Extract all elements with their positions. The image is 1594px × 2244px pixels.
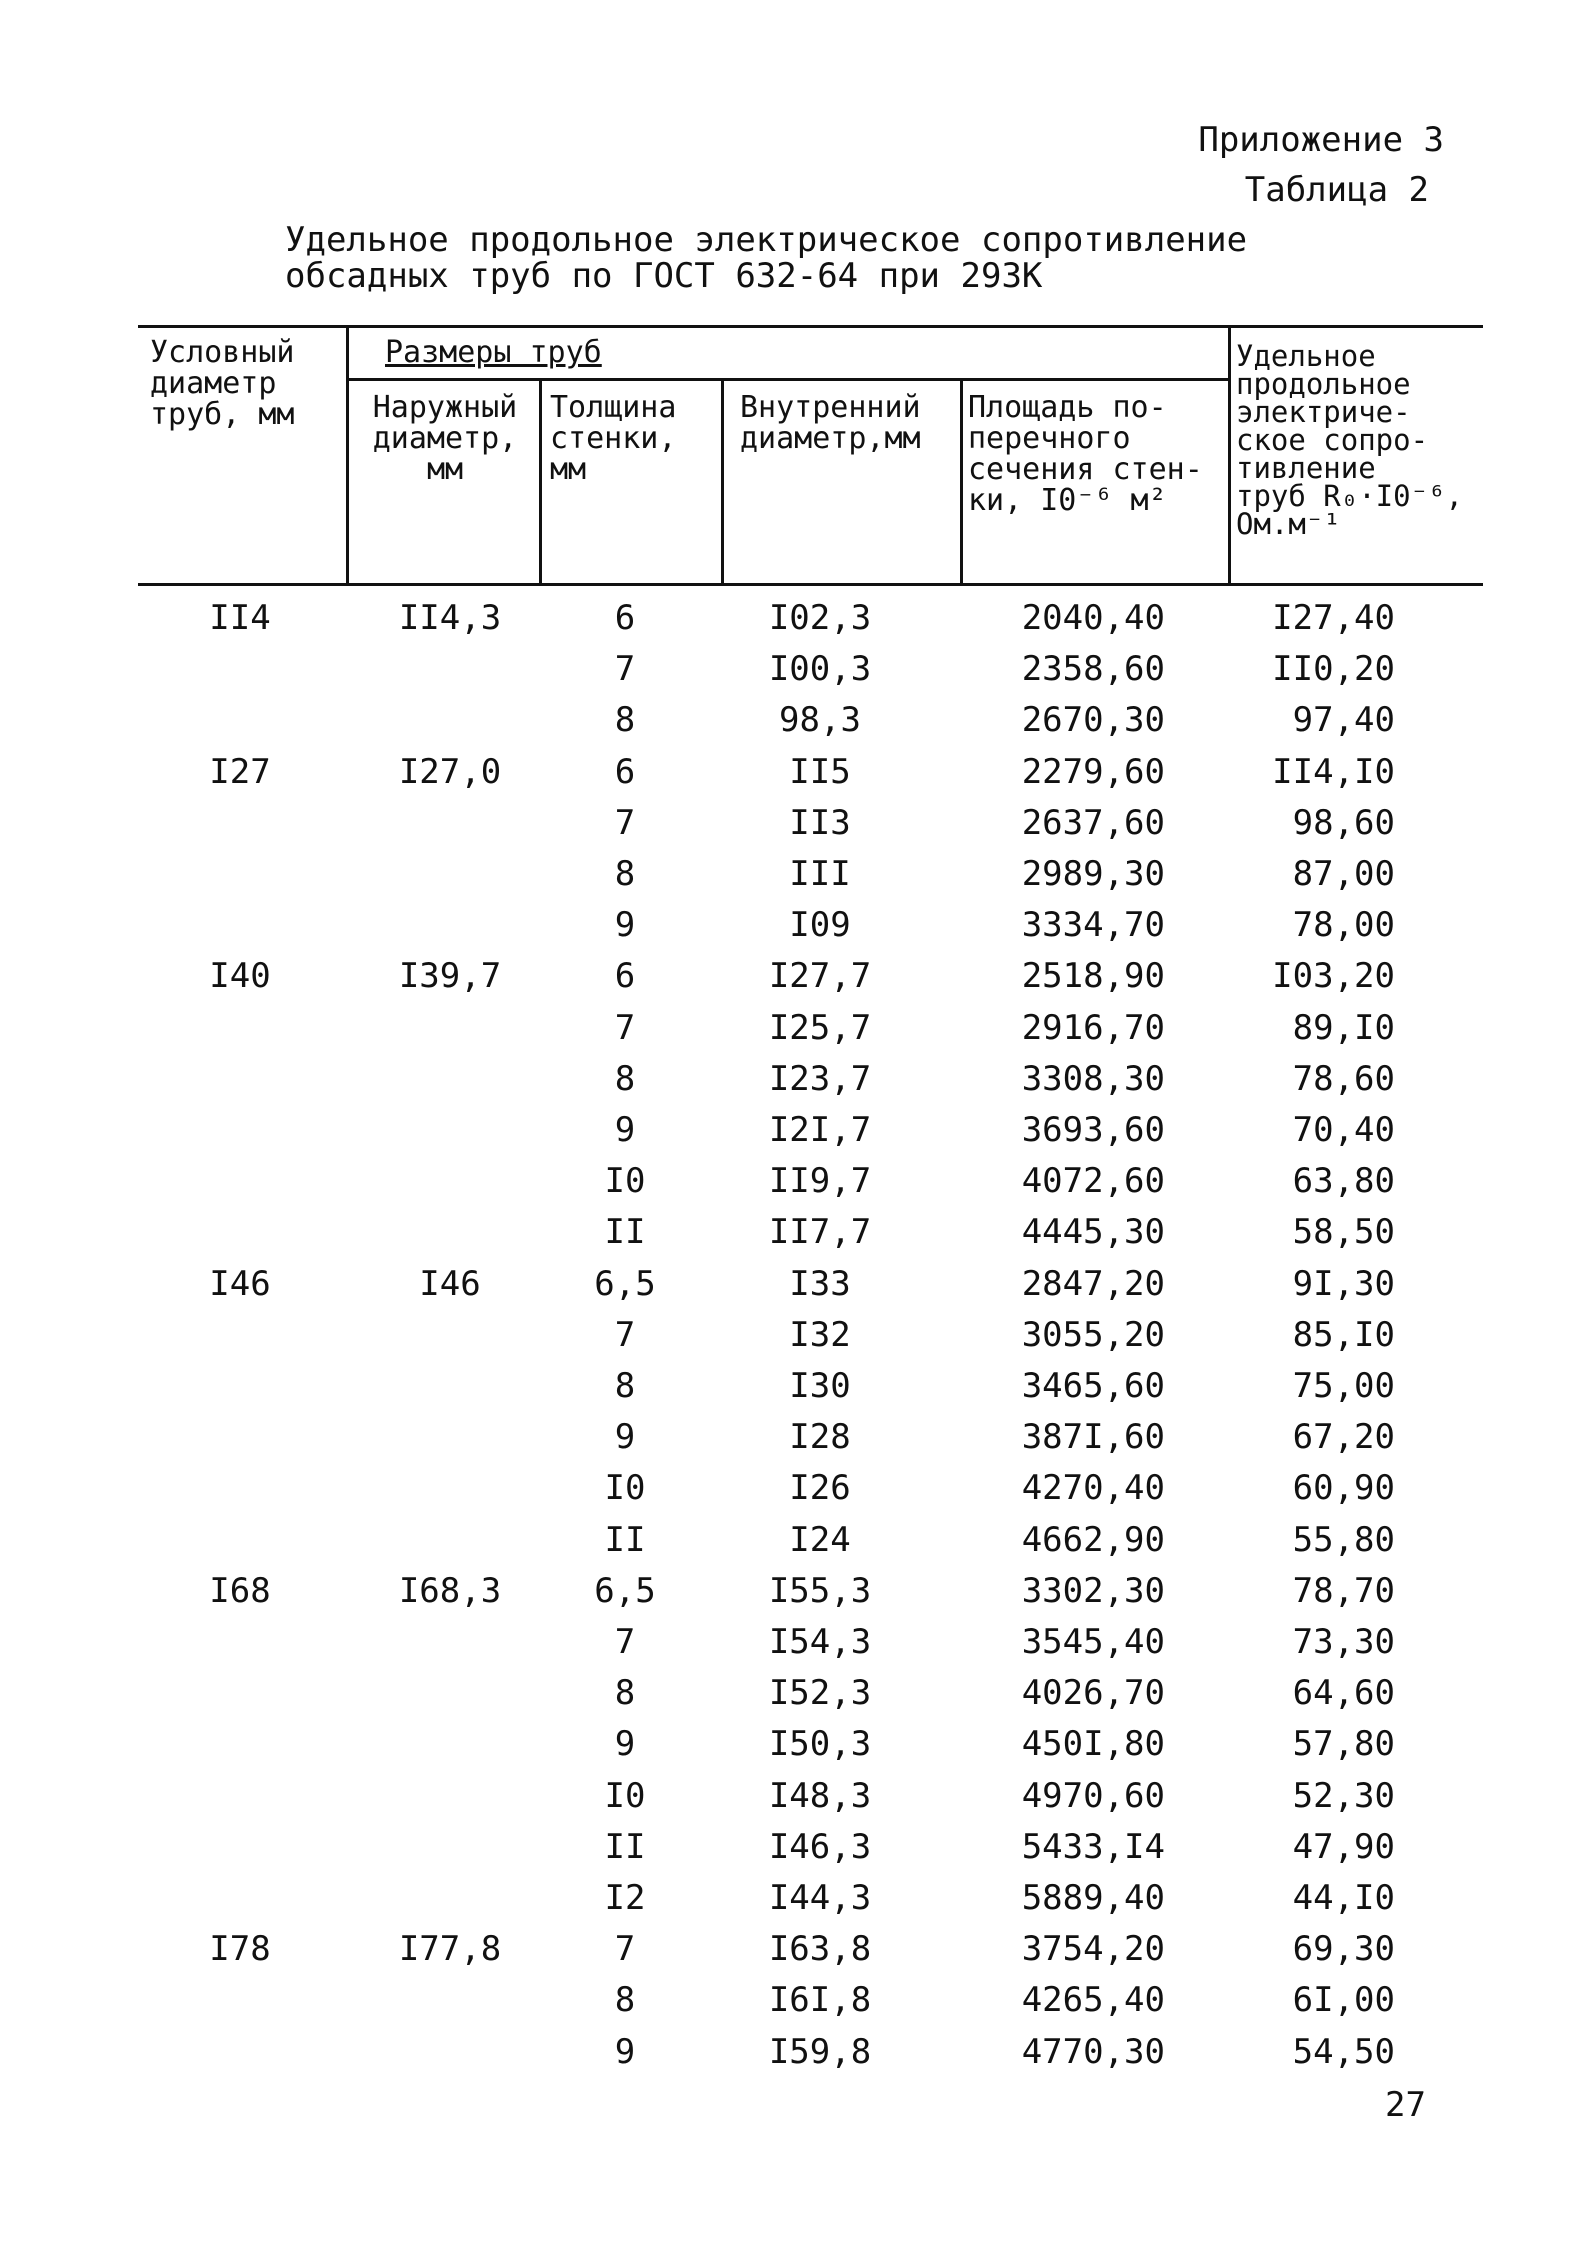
cell-res: 98,60: [1292, 802, 1395, 843]
cell-cond: I68: [209, 1570, 271, 1611]
cell-wall: II: [604, 1826, 646, 1867]
cell-res: 6I,00: [1292, 1980, 1395, 2021]
cell-wall: 8: [614, 854, 636, 894]
table-row: [0, 1156, 1594, 1207]
cell-area: 2847,20: [1021, 1263, 1165, 1304]
cell-inner: I26: [789, 1468, 851, 1509]
table-row: [0, 1310, 1594, 1361]
cell-inner: I54,3: [768, 1622, 872, 1662]
appendix-label: Приложение 3: [1198, 120, 1444, 160]
cell-area: 4072,60: [1021, 1161, 1165, 1202]
table-row: [0, 951, 1594, 1002]
cell-wall: 9: [614, 1417, 636, 1458]
cell-inner: I52,3: [768, 1673, 872, 1714]
cell-inner: II5: [789, 751, 851, 792]
cell-res: 44,I0: [1292, 1878, 1395, 1918]
cell-res: 63,80: [1292, 1161, 1395, 1202]
cell-wall: 8: [614, 1980, 636, 2021]
cell-wall: 6,5: [594, 1263, 656, 1304]
cell-inner: I63,8: [768, 1929, 872, 1970]
cell-res: 52,30: [1292, 1775, 1395, 1816]
table-row: [0, 1771, 1594, 1822]
cell-res: I27,40: [1272, 598, 1395, 638]
cell-area: 387I,60: [1021, 1417, 1165, 1458]
table-row: [0, 1361, 1594, 1412]
cell-area: 2989,30: [1021, 854, 1165, 894]
cell-wall: 7: [614, 1622, 636, 1662]
cell-area: 2040,40: [1021, 598, 1165, 638]
cell-inner: I00,3: [768, 649, 872, 690]
cell-outer: I46: [419, 1263, 481, 1304]
cell-res: 78,60: [1292, 1058, 1395, 1099]
header-divider-3: [721, 378, 724, 585]
cell-res: 57,80: [1292, 1724, 1395, 1765]
table-row: [0, 849, 1594, 900]
page-number: 27: [1385, 2085, 1426, 2125]
cell-wall: I2: [604, 1878, 646, 1918]
cell-wall: 8: [614, 700, 636, 741]
cell-area: 2518,90: [1021, 956, 1165, 997]
table-row: [0, 1822, 1594, 1873]
cell-inner: I24: [789, 1519, 851, 1560]
cell-inner: I55,3: [768, 1570, 872, 1611]
cell-inner: I02,3: [768, 598, 872, 638]
cell-res: 78,00: [1292, 905, 1395, 946]
cell-inner: I59,8: [768, 2031, 872, 2072]
cell-wall: 9: [614, 905, 636, 946]
cell-wall: 7: [614, 649, 636, 690]
cell-wall: 9: [614, 1724, 636, 1765]
cell-inner: I30: [789, 1366, 851, 1406]
header-bottom-rule: [138, 583, 1483, 586]
cell-wall: I0: [604, 1468, 646, 1509]
cell-area: 5433,I4: [1021, 1826, 1165, 1867]
cell-inner: I32: [789, 1314, 851, 1355]
cell-area: 450I,80: [1021, 1724, 1165, 1765]
cell-inner: I23,7: [768, 1058, 872, 1099]
table-row: [0, 695, 1594, 746]
cell-area: 3693,60: [1021, 1110, 1165, 1150]
cell-inner: I28: [789, 1417, 851, 1458]
cell-outer: II4,3: [398, 598, 502, 638]
cell-cond: I27: [209, 751, 271, 792]
cell-area: 4270,40: [1021, 1468, 1165, 1509]
table-title: Удельное продольное электрическое сопротивление обсадных труб по ГОСТ 632-64 при 293К: [285, 220, 1248, 296]
cell-cond: I40: [209, 956, 271, 997]
cell-area: 2637,60: [1021, 802, 1165, 843]
cell-inner: II9,7: [768, 1161, 872, 1202]
cell-wall: 8: [614, 1673, 636, 1714]
cell-inner: I33: [789, 1263, 851, 1304]
cell-wall: 7: [614, 802, 636, 843]
table-row: [0, 1463, 1594, 1514]
cell-area: 3302,30: [1021, 1570, 1165, 1611]
cell-res: 47,90: [1292, 1826, 1395, 1867]
cell-res: 58,50: [1292, 1212, 1395, 1253]
table-row: [0, 2027, 1594, 2078]
cell-inner: 98,3: [779, 700, 861, 741]
header-resistance: Удельное продольное электриче- ское сопро- тивление труб R₀·I0⁻⁶, Ом.м⁻¹: [1236, 339, 1463, 541]
cell-wall: 7: [614, 1007, 636, 1048]
table-row: [0, 1924, 1594, 1975]
header-outer-diameter: Наружный диаметр, мм: [372, 390, 518, 487]
cell-wall: 6,5: [594, 1570, 656, 1611]
cell-inner: I09: [789, 905, 851, 946]
cell-inner: I6I,8: [768, 1980, 872, 2021]
cell-cond: II4: [209, 598, 271, 638]
cell-area: 4662,90: [1021, 1519, 1165, 1560]
table-row: [0, 747, 1594, 798]
table-row: [0, 593, 1594, 644]
header-conditional-diameter: Условный диаметр труб, мм: [150, 335, 295, 432]
cell-area: 3754,20: [1021, 1929, 1165, 1970]
cell-area: 2670,30: [1021, 700, 1165, 741]
cell-area: 3308,30: [1021, 1058, 1165, 1099]
table-number: Таблица 2: [1244, 170, 1429, 210]
table-row: [0, 1975, 1594, 2026]
table-row: [0, 900, 1594, 951]
cell-area: 3545,40: [1021, 1622, 1165, 1662]
cell-wall: 7: [614, 1314, 636, 1355]
cell-wall: 7: [614, 1929, 636, 1970]
cell-wall: I0: [604, 1775, 646, 1816]
cell-wall: 9: [614, 2031, 636, 2072]
cell-inner: I44,3: [768, 1878, 872, 1918]
cell-res: 55,80: [1292, 1519, 1395, 1560]
cell-area: 4026,70: [1021, 1673, 1165, 1714]
cell-area: 4265,40: [1021, 1980, 1165, 2021]
table-row: [0, 1259, 1594, 1310]
cell-res: I03,20: [1272, 956, 1395, 997]
table-row: [0, 1719, 1594, 1770]
cell-res: 87,00: [1292, 854, 1395, 894]
cell-wall: 6: [614, 956, 636, 997]
pipe-sizes-underline: [346, 378, 1228, 381]
cell-res: 64,60: [1292, 1673, 1395, 1714]
cell-inner: I48,3: [768, 1775, 872, 1816]
header-divider-1: [346, 325, 349, 585]
table-top-rule: [138, 325, 1483, 328]
cell-area: 3465,60: [1021, 1366, 1165, 1406]
cell-wall: 8: [614, 1366, 636, 1406]
header-inner-diameter: Внутренний диаметр,мм: [740, 390, 921, 456]
cell-res: 85,I0: [1292, 1314, 1395, 1355]
cell-area: 4445,30: [1021, 1212, 1165, 1253]
table-row: [0, 1617, 1594, 1668]
table-row: [0, 644, 1594, 695]
cell-area: 2358,60: [1021, 649, 1165, 690]
cell-wall: 8: [614, 1058, 636, 1099]
table-row: [0, 1003, 1594, 1054]
cell-inner: I2I,7: [768, 1110, 872, 1150]
cell-res: 9I,30: [1292, 1263, 1395, 1304]
cell-res: 54,50: [1292, 2031, 1395, 2072]
cell-area: 4970,60: [1021, 1775, 1165, 1816]
cell-wall: II: [604, 1212, 646, 1253]
cell-area: 4770,30: [1021, 2031, 1165, 2072]
header-divider-4: [960, 378, 963, 585]
cell-res: 60,90: [1292, 1468, 1395, 1509]
cell-inner: II7,7: [768, 1212, 872, 1253]
cell-res: 73,30: [1292, 1622, 1395, 1662]
cell-inner: III: [789, 854, 851, 894]
cell-res: II0,20: [1272, 649, 1395, 690]
table-row: [0, 1668, 1594, 1719]
cell-inner: I25,7: [768, 1007, 872, 1048]
cell-area: 3055,20: [1021, 1314, 1165, 1355]
cell-res: II4,I0: [1272, 751, 1395, 792]
cell-res: 70,40: [1292, 1110, 1395, 1150]
cell-outer: I39,7: [398, 956, 502, 997]
cell-inner: II3: [789, 802, 851, 843]
cell-res: 67,20: [1292, 1417, 1395, 1458]
cell-res: 75,00: [1292, 1366, 1395, 1406]
cell-cond: I78: [209, 1929, 271, 1970]
cell-inner: I50,3: [768, 1724, 872, 1765]
table-row: [0, 1207, 1594, 1258]
cell-inner: I27,7: [768, 956, 872, 997]
table-row: [0, 1054, 1594, 1105]
cell-area: 2279,60: [1021, 751, 1165, 792]
cell-area: 2916,70: [1021, 1007, 1165, 1048]
cell-area: 3334,70: [1021, 905, 1165, 946]
cell-outer: I77,8: [398, 1929, 502, 1970]
header-divider-5: [1228, 325, 1231, 585]
table-row: [0, 1105, 1594, 1156]
cell-res: 78,70: [1292, 1570, 1395, 1611]
table-row: [0, 1515, 1594, 1566]
cell-inner: I46,3: [768, 1826, 872, 1867]
cell-cond: I46: [209, 1263, 271, 1304]
header-wall-thickness: Толщина стенки, мм: [550, 390, 677, 487]
cell-res: 69,30: [1292, 1929, 1395, 1970]
cell-wall: I0: [604, 1161, 646, 1202]
cell-outer: I68,3: [398, 1570, 502, 1611]
cell-wall: 9: [614, 1110, 636, 1150]
cell-wall: 6: [614, 598, 636, 638]
table-row: [0, 1412, 1594, 1463]
header-pipe-sizes: Размеры труб: [385, 335, 602, 370]
cell-wall: 6: [614, 751, 636, 792]
cell-res: 97,40: [1292, 700, 1395, 741]
header-cross-section: Площадь по- перечного сечения стен- ки, I0⁻⁶ м²: [968, 390, 1203, 518]
table-row: [0, 1873, 1594, 1924]
table-row: [0, 798, 1594, 849]
cell-outer: I27,0: [398, 751, 502, 792]
cell-wall: II: [604, 1519, 646, 1560]
cell-area: 5889,40: [1021, 1878, 1165, 1918]
cell-res: 89,I0: [1292, 1007, 1395, 1048]
table-row: [0, 1566, 1594, 1617]
